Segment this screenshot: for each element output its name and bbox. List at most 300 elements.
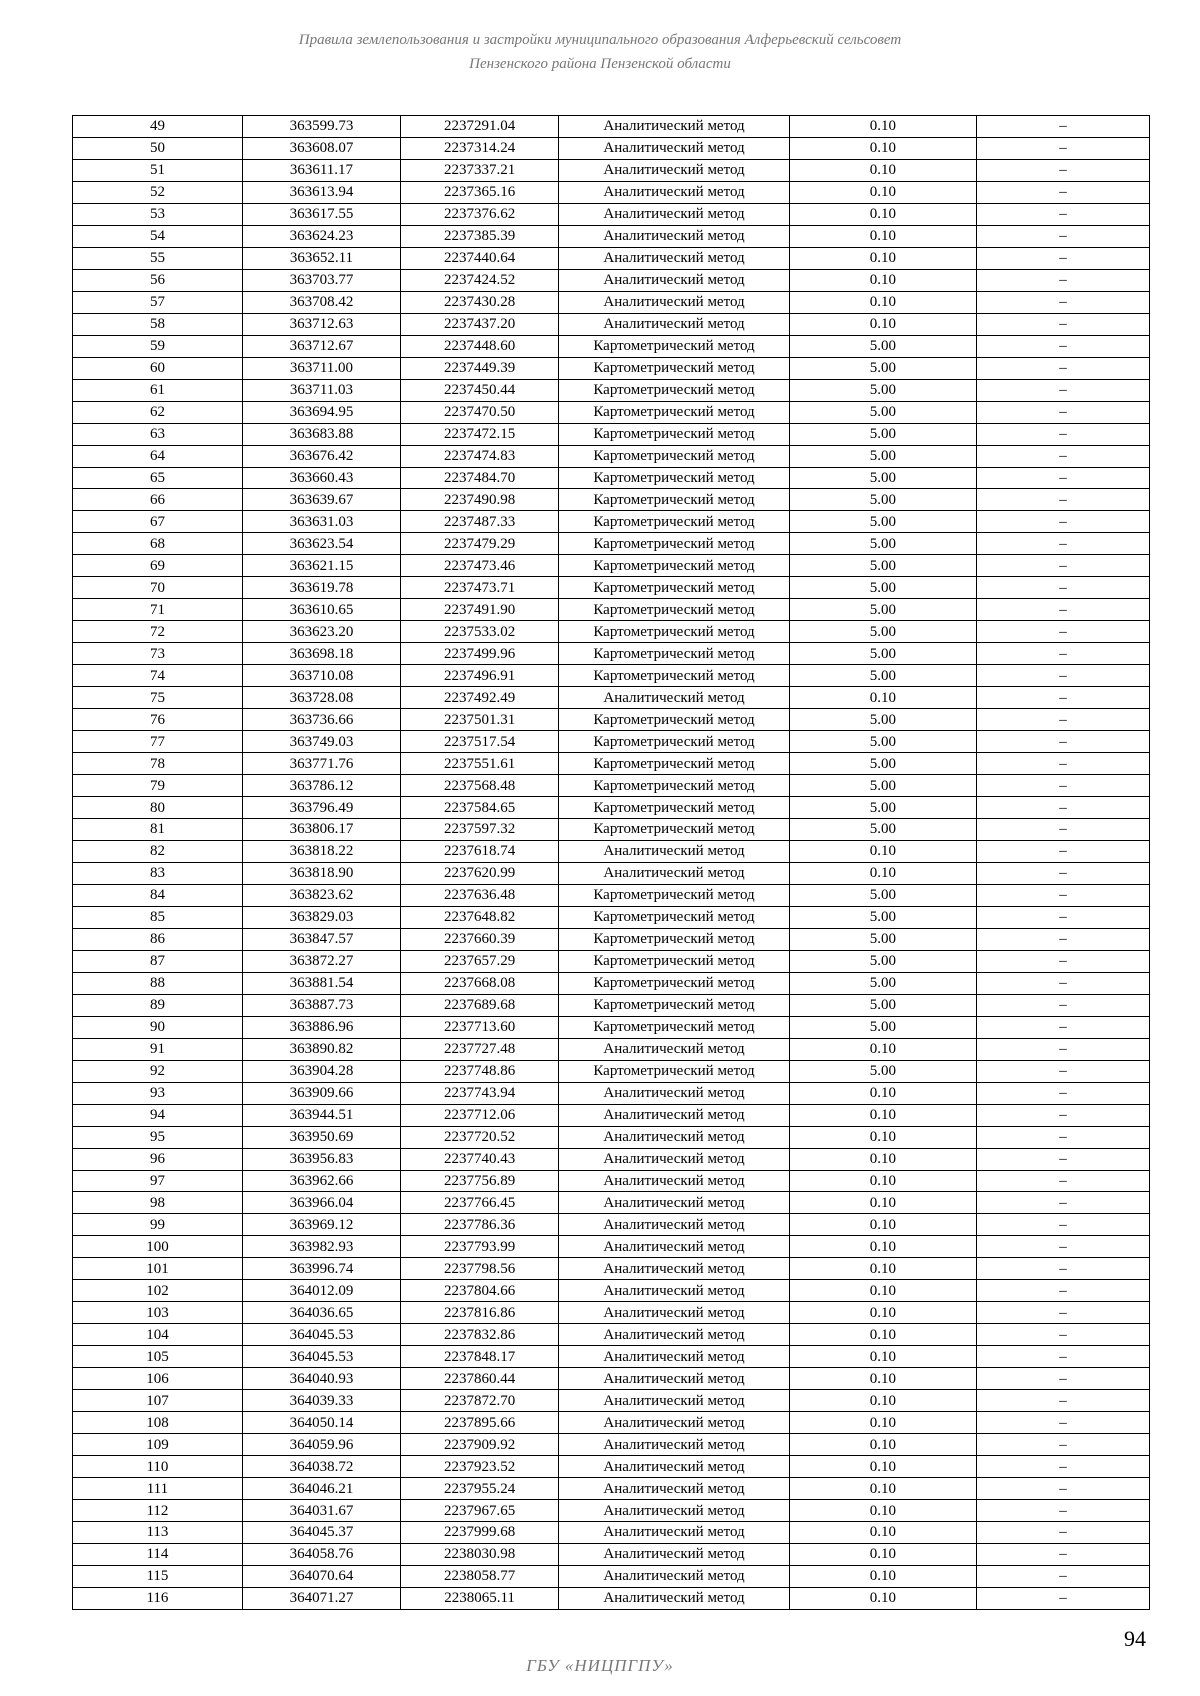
note-cell: – (976, 1302, 1149, 1324)
accuracy-cell: 0.10 (789, 1038, 976, 1060)
note-cell: – (976, 555, 1149, 577)
method-cell: Аналитический метод (559, 1280, 790, 1302)
x-coordinate-cell: 363806.17 (242, 819, 400, 841)
accuracy-cell: 0.10 (789, 137, 976, 159)
accuracy-cell: 0.10 (789, 687, 976, 709)
note-cell: – (976, 1016, 1149, 1038)
method-cell: Картометрический метод (559, 753, 790, 775)
y-coordinate-cell: 2237491.90 (401, 599, 559, 621)
table-row (73, 994, 1150, 1016)
accuracy-cell: 0.10 (789, 203, 976, 225)
y-coordinate-cell: 2237450.44 (401, 379, 559, 401)
note-cell: – (976, 884, 1149, 906)
accuracy-cell: 5.00 (789, 357, 976, 379)
point-number-cell: 55 (73, 247, 243, 269)
point-number-cell: 49 (73, 116, 243, 138)
point-number-cell: 104 (73, 1324, 243, 1346)
y-coordinate-cell: 2237798.56 (401, 1258, 559, 1280)
x-coordinate-cell: 363708.42 (242, 291, 400, 313)
method-cell: Аналитический метод (559, 840, 790, 862)
note-cell: – (976, 1038, 1149, 1060)
point-number-cell: 102 (73, 1280, 243, 1302)
method-cell: Картометрический метод (559, 489, 790, 511)
x-coordinate-cell: 363887.73 (242, 994, 400, 1016)
note-cell: – (976, 1522, 1149, 1544)
accuracy-cell: 5.00 (789, 884, 976, 906)
note-cell: – (976, 1456, 1149, 1478)
accuracy-cell: 0.10 (789, 1324, 976, 1346)
table-row (73, 862, 1150, 884)
x-coordinate-cell: 363982.93 (242, 1236, 400, 1258)
y-coordinate-cell: 2238065.11 (401, 1587, 559, 1609)
accuracy-cell: 0.10 (789, 1587, 976, 1609)
y-coordinate-cell: 2237470.50 (401, 401, 559, 423)
table-row (73, 335, 1150, 357)
note-cell: – (976, 1170, 1149, 1192)
x-coordinate-cell: 364059.96 (242, 1434, 400, 1456)
page-number: 94 (1124, 1626, 1146, 1651)
point-number-cell: 50 (73, 137, 243, 159)
accuracy-cell: 5.00 (789, 423, 976, 445)
table-row (73, 1543, 1150, 1565)
method-cell: Картометрический метод (559, 994, 790, 1016)
x-coordinate-cell: 364045.53 (242, 1346, 400, 1368)
point-number-cell: 87 (73, 950, 243, 972)
table-row (73, 423, 1150, 445)
table-row (73, 489, 1150, 511)
y-coordinate-cell: 2238058.77 (401, 1565, 559, 1587)
method-cell: Аналитический метод (559, 862, 790, 884)
note-cell: – (976, 1543, 1149, 1565)
y-coordinate-cell: 2237712.06 (401, 1104, 559, 1126)
point-number-cell: 85 (73, 906, 243, 928)
table-row (73, 116, 1150, 138)
x-coordinate-cell: 363944.51 (242, 1104, 400, 1126)
point-number-cell: 84 (73, 884, 243, 906)
x-coordinate-cell: 363818.90 (242, 862, 400, 884)
point-number-cell: 100 (73, 1236, 243, 1258)
x-coordinate-cell: 363890.82 (242, 1038, 400, 1060)
table-row (73, 225, 1150, 247)
accuracy-cell: 0.10 (789, 1478, 976, 1500)
accuracy-cell: 5.00 (789, 379, 976, 401)
point-number-cell: 77 (73, 731, 243, 753)
point-number-cell: 98 (73, 1192, 243, 1214)
note-cell: – (976, 116, 1149, 138)
x-coordinate-cell: 364050.14 (242, 1412, 400, 1434)
accuracy-cell: 5.00 (789, 1016, 976, 1038)
accuracy-cell: 0.10 (789, 1258, 976, 1280)
x-coordinate-cell: 363613.94 (242, 181, 400, 203)
point-number-cell: 74 (73, 665, 243, 687)
accuracy-cell: 5.00 (789, 643, 976, 665)
note-cell: – (976, 599, 1149, 621)
note-cell: – (976, 1258, 1149, 1280)
note-cell: – (976, 1565, 1149, 1587)
point-number-cell: 53 (73, 203, 243, 225)
table-row (73, 1522, 1150, 1544)
method-cell: Аналитический метод (559, 1587, 790, 1609)
point-number-cell: 79 (73, 775, 243, 797)
point-number-cell: 66 (73, 489, 243, 511)
x-coordinate-cell: 363786.12 (242, 775, 400, 797)
method-cell: Картометрический метод (559, 401, 790, 423)
x-coordinate-cell: 363698.18 (242, 643, 400, 665)
table-row (73, 203, 1150, 225)
x-coordinate-cell: 363623.20 (242, 621, 400, 643)
table-row (73, 1170, 1150, 1192)
table-row (73, 1148, 1150, 1170)
y-coordinate-cell: 2237740.43 (401, 1148, 559, 1170)
table-row (73, 291, 1150, 313)
y-coordinate-cell: 2237816.86 (401, 1302, 559, 1324)
note-cell: – (976, 1214, 1149, 1236)
table-row (73, 1302, 1150, 1324)
note-cell: – (976, 467, 1149, 489)
x-coordinate-cell: 363950.69 (242, 1126, 400, 1148)
page-footer: ГБУ «НИЦПГПУ» (526, 1656, 674, 1675)
point-number-cell: 71 (73, 599, 243, 621)
x-coordinate-cell: 363956.83 (242, 1148, 400, 1170)
point-number-cell: 113 (73, 1522, 243, 1544)
note-cell: – (976, 269, 1149, 291)
y-coordinate-cell: 2237955.24 (401, 1478, 559, 1500)
x-coordinate-cell: 363796.49 (242, 797, 400, 819)
accuracy-cell: 0.10 (789, 1522, 976, 1544)
point-number-cell: 52 (73, 181, 243, 203)
table-row (73, 159, 1150, 181)
header-line-2: Пензенского района Пензенской области (469, 56, 731, 72)
method-cell: Картометрический метод (559, 950, 790, 972)
accuracy-cell: 0.10 (789, 247, 976, 269)
y-coordinate-cell: 2237473.71 (401, 577, 559, 599)
y-coordinate-cell: 2237804.66 (401, 1280, 559, 1302)
x-coordinate-cell: 363909.66 (242, 1082, 400, 1104)
note-cell: – (976, 423, 1149, 445)
x-coordinate-cell: 363660.43 (242, 467, 400, 489)
method-cell: Картометрический метод (559, 621, 790, 643)
x-coordinate-cell: 363676.42 (242, 445, 400, 467)
x-coordinate-cell: 364045.37 (242, 1522, 400, 1544)
method-cell: Картометрический метод (559, 577, 790, 599)
accuracy-cell: 0.10 (789, 313, 976, 335)
method-cell: Аналитический метод (559, 1456, 790, 1478)
table-row (73, 269, 1150, 291)
point-number-cell: 112 (73, 1500, 243, 1522)
point-number-cell: 95 (73, 1126, 243, 1148)
table-row (73, 775, 1150, 797)
table-row (73, 577, 1150, 599)
table-row (73, 1082, 1150, 1104)
method-cell: Картометрический метод (559, 709, 790, 731)
y-coordinate-cell: 2237967.65 (401, 1500, 559, 1522)
accuracy-cell: 0.10 (789, 225, 976, 247)
accuracy-cell: 5.00 (789, 511, 976, 533)
y-coordinate-cell: 2237895.66 (401, 1412, 559, 1434)
table-row (73, 906, 1150, 928)
coordinates-table (72, 115, 1150, 1610)
method-cell: Картометрический метод (559, 357, 790, 379)
x-coordinate-cell: 363881.54 (242, 972, 400, 994)
table-row (73, 1016, 1150, 1038)
note-cell: – (976, 643, 1149, 665)
point-number-cell: 93 (73, 1082, 243, 1104)
point-number-cell: 70 (73, 577, 243, 599)
table-row (73, 1258, 1150, 1280)
accuracy-cell: 0.10 (789, 1368, 976, 1390)
note-cell: – (976, 1346, 1149, 1368)
table-row (73, 1280, 1150, 1302)
method-cell: Картометрический метод (559, 665, 790, 687)
y-coordinate-cell: 2237499.96 (401, 643, 559, 665)
y-coordinate-cell: 2237636.48 (401, 884, 559, 906)
table-row (73, 950, 1150, 972)
note-cell: – (976, 621, 1149, 643)
x-coordinate-cell: 363823.62 (242, 884, 400, 906)
accuracy-cell: 0.10 (789, 1148, 976, 1170)
y-coordinate-cell: 2237756.89 (401, 1170, 559, 1192)
y-coordinate-cell: 2237472.15 (401, 423, 559, 445)
note-cell: – (976, 687, 1149, 709)
table-row (73, 1368, 1150, 1390)
y-coordinate-cell: 2237430.28 (401, 291, 559, 313)
accuracy-cell: 0.10 (789, 1280, 976, 1302)
point-number-cell: 101 (73, 1258, 243, 1280)
table-row (73, 1478, 1150, 1500)
point-number-cell: 107 (73, 1390, 243, 1412)
method-cell: Аналитический метод (559, 1368, 790, 1390)
y-coordinate-cell: 2237365.16 (401, 181, 559, 203)
accuracy-cell: 0.10 (789, 1346, 976, 1368)
table-row (73, 687, 1150, 709)
note-cell: – (976, 181, 1149, 203)
method-cell: Аналитический метод (559, 1214, 790, 1236)
point-number-cell: 76 (73, 709, 243, 731)
y-coordinate-cell: 2237720.52 (401, 1126, 559, 1148)
note-cell: – (976, 928, 1149, 950)
table-row (73, 1060, 1150, 1082)
note-cell: – (976, 862, 1149, 884)
method-cell: Картометрический метод (559, 797, 790, 819)
y-coordinate-cell: 2237660.39 (401, 928, 559, 950)
x-coordinate-cell: 363872.27 (242, 950, 400, 972)
method-cell: Картометрический метод (559, 819, 790, 841)
method-cell: Картометрический метод (559, 423, 790, 445)
table-row (73, 1346, 1150, 1368)
note-cell: – (976, 994, 1149, 1016)
y-coordinate-cell: 2237909.92 (401, 1434, 559, 1456)
note-cell: – (976, 709, 1149, 731)
point-number-cell: 111 (73, 1478, 243, 1500)
method-cell: Аналитический метод (559, 687, 790, 709)
method-cell: Аналитический метод (559, 1412, 790, 1434)
point-number-cell: 82 (73, 840, 243, 862)
y-coordinate-cell: 2237872.70 (401, 1390, 559, 1412)
accuracy-cell: 0.10 (789, 269, 976, 291)
method-cell: Картометрический метод (559, 379, 790, 401)
x-coordinate-cell: 363749.03 (242, 731, 400, 753)
note-cell: – (976, 1478, 1149, 1500)
header-line-1: Правила землепользования и застройки муниципального образования Алферьевский сельсовет (298, 32, 902, 48)
note-cell: – (976, 1390, 1149, 1412)
x-coordinate-cell: 363619.78 (242, 577, 400, 599)
accuracy-cell: 0.10 (789, 1434, 976, 1456)
table-row (73, 1104, 1150, 1126)
note-cell: – (976, 1104, 1149, 1126)
point-number-cell: 106 (73, 1368, 243, 1390)
accuracy-cell: 0.10 (789, 840, 976, 862)
y-coordinate-cell: 2237424.52 (401, 269, 559, 291)
method-cell: Аналитический метод (559, 247, 790, 269)
accuracy-cell: 0.10 (789, 1412, 976, 1434)
x-coordinate-cell: 363617.55 (242, 203, 400, 225)
table-row (73, 555, 1150, 577)
accuracy-cell: 0.10 (789, 1214, 976, 1236)
note-cell: – (976, 775, 1149, 797)
accuracy-cell: 0.10 (789, 116, 976, 138)
note-cell: – (976, 1368, 1149, 1390)
x-coordinate-cell: 363712.67 (242, 335, 400, 357)
y-coordinate-cell: 2237668.08 (401, 972, 559, 994)
x-coordinate-cell: 363611.17 (242, 159, 400, 181)
x-coordinate-cell: 364031.67 (242, 1500, 400, 1522)
note-cell: – (976, 1500, 1149, 1522)
accuracy-cell: 0.10 (789, 862, 976, 884)
method-cell: Картометрический метод (559, 555, 790, 577)
note-cell: – (976, 203, 1149, 225)
accuracy-cell: 5.00 (789, 972, 976, 994)
accuracy-cell: 5.00 (789, 489, 976, 511)
y-coordinate-cell: 2237437.20 (401, 313, 559, 335)
x-coordinate-cell: 363771.76 (242, 753, 400, 775)
table-row (73, 1456, 1150, 1478)
table-row (73, 621, 1150, 643)
table-row (73, 819, 1150, 841)
x-coordinate-cell: 363694.95 (242, 401, 400, 423)
accuracy-cell: 5.00 (789, 906, 976, 928)
y-coordinate-cell: 2237689.68 (401, 994, 559, 1016)
point-number-cell: 59 (73, 335, 243, 357)
point-number-cell: 108 (73, 1412, 243, 1434)
method-cell: Аналитический метод (559, 1478, 790, 1500)
y-coordinate-cell: 2237385.39 (401, 225, 559, 247)
note-cell: – (976, 1060, 1149, 1082)
y-coordinate-cell: 2237657.29 (401, 950, 559, 972)
y-coordinate-cell: 2237713.60 (401, 1016, 559, 1038)
point-number-cell: 56 (73, 269, 243, 291)
point-number-cell: 58 (73, 313, 243, 335)
accuracy-cell: 5.00 (789, 1060, 976, 1082)
table-row (73, 137, 1150, 159)
x-coordinate-cell: 363608.07 (242, 137, 400, 159)
point-number-cell: 80 (73, 797, 243, 819)
accuracy-cell: 5.00 (789, 797, 976, 819)
table-row (73, 533, 1150, 555)
table-row (73, 731, 1150, 753)
accuracy-cell: 0.10 (789, 1104, 976, 1126)
table-row (73, 1500, 1150, 1522)
accuracy-cell: 0.10 (789, 1500, 976, 1522)
table-row (73, 599, 1150, 621)
x-coordinate-cell: 363711.03 (242, 379, 400, 401)
note-cell: – (976, 753, 1149, 775)
point-number-cell: 109 (73, 1434, 243, 1456)
point-number-cell: 69 (73, 555, 243, 577)
method-cell: Картометрический метод (559, 928, 790, 950)
y-coordinate-cell: 2237727.48 (401, 1038, 559, 1060)
y-coordinate-cell: 2237860.44 (401, 1368, 559, 1390)
point-number-cell: 88 (73, 972, 243, 994)
method-cell: Аналитический метод (559, 1302, 790, 1324)
method-cell: Аналитический метод (559, 1565, 790, 1587)
method-cell: Аналитический метод (559, 1236, 790, 1258)
point-number-cell: 97 (73, 1170, 243, 1192)
method-cell: Аналитический метод (559, 1170, 790, 1192)
point-number-cell: 64 (73, 445, 243, 467)
note-cell: – (976, 1587, 1149, 1609)
note-cell: – (976, 840, 1149, 862)
y-coordinate-cell: 2237793.99 (401, 1236, 559, 1258)
accuracy-cell: 0.10 (789, 181, 976, 203)
method-cell: Аналитический метод (559, 1104, 790, 1126)
y-coordinate-cell: 2237743.94 (401, 1082, 559, 1104)
accuracy-cell: 0.10 (789, 1170, 976, 1192)
table-row (73, 1038, 1150, 1060)
table-row (73, 643, 1150, 665)
point-number-cell: 92 (73, 1060, 243, 1082)
x-coordinate-cell: 363728.08 (242, 687, 400, 709)
method-cell: Картометрический метод (559, 643, 790, 665)
note-cell: – (976, 1324, 1149, 1346)
x-coordinate-cell: 363683.88 (242, 423, 400, 445)
note-cell: – (976, 950, 1149, 972)
accuracy-cell: 5.00 (789, 467, 976, 489)
accuracy-cell: 5.00 (789, 753, 976, 775)
x-coordinate-cell: 363624.23 (242, 225, 400, 247)
x-coordinate-cell: 363966.04 (242, 1192, 400, 1214)
x-coordinate-cell: 364058.76 (242, 1543, 400, 1565)
point-number-cell: 73 (73, 643, 243, 665)
method-cell: Картометрический метод (559, 599, 790, 621)
accuracy-cell: 5.00 (789, 621, 976, 643)
accuracy-cell: 0.10 (789, 159, 976, 181)
table-row (73, 884, 1150, 906)
accuracy-cell: 5.00 (789, 775, 976, 797)
x-coordinate-cell: 364012.09 (242, 1280, 400, 1302)
accuracy-cell: 5.00 (789, 445, 976, 467)
note-cell: – (976, 313, 1149, 335)
table-row (73, 1192, 1150, 1214)
table-row (73, 840, 1150, 862)
note-cell: – (976, 665, 1149, 687)
accuracy-cell: 5.00 (789, 577, 976, 599)
point-number-cell: 68 (73, 533, 243, 555)
method-cell: Картометрический метод (559, 731, 790, 753)
table-row (73, 1565, 1150, 1587)
table-row (73, 1214, 1150, 1236)
point-number-cell: 61 (73, 379, 243, 401)
table-row (73, 709, 1150, 731)
y-coordinate-cell: 2237568.48 (401, 775, 559, 797)
y-coordinate-cell: 2237618.74 (401, 840, 559, 862)
point-number-cell: 60 (73, 357, 243, 379)
note-cell: – (976, 335, 1149, 357)
note-cell: – (976, 511, 1149, 533)
accuracy-cell: 0.10 (789, 1302, 976, 1324)
point-number-cell: 89 (73, 994, 243, 1016)
method-cell: Картометрический метод (559, 1016, 790, 1038)
y-coordinate-cell: 2237517.54 (401, 731, 559, 753)
